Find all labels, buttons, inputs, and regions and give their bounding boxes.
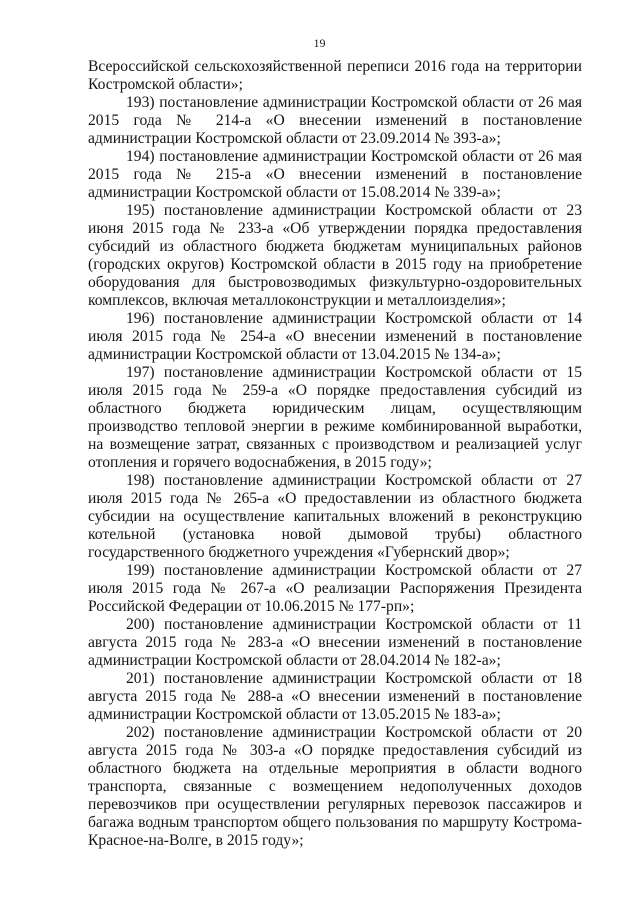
list-item-196: 196) постановление администрации Костромской области от 14 июля 2015 года № 254-а «О внесении изменений в постановление администрации Костромской области от 13.04.2015 № 134-а»; xyxy=(88,310,582,363)
list-item-199: 199) постановление администрации Костромской области от 27 июля 2015 года № 267-а «О реализации Распоряжения Президента Российской Федерации от 10.06.2015 № 177-рп»; xyxy=(88,562,582,615)
list-item-195: 195) постановление администрации Костромской области от 23 июня 2015 года № 233-а «Об утверждении порядка предоставления субсидий из областного бюджета бюджетам муниципальных районов (городских округов) Костромской области в 2015 году на приобретение оборудования для быстровозводимых физкультурно-оздоровительных комплексов, включая металлоконструкции и металлоизделия»; xyxy=(88,202,582,309)
list-item-202: 202) постановление администрации Костромской области от 20 августа 2015 года № 303-а «О порядке предоставления субсидий из областного бюджета на отдельные мероприятия в области водного транспорта, связанные с возмещением недополученных доходов перевозчиков при осуществлении регулярных перевозок пассажиров и багажа водным транспортом общего пользования по маршруту Кострома-Красное-на-Волге, в 2015 году»; xyxy=(88,724,582,849)
document-body xyxy=(88,58,582,850)
page-number: 19 xyxy=(313,36,326,50)
list-item-194: 194) постановление администрации Костромской области от 26 мая 2015 года № 215-а «О внесении изменений в постановление администрации Костромской области от 15.08.2014 № 339-а»; xyxy=(88,148,582,201)
list-item-197: 197) постановление администрации Костромской области от 15 июля 2015 года № 259-а «О порядке предоставления субсидий из областного бюджета юридическим лицам, осуществляющим производство тепловой энергии в режиме комбинированной выработки, на возмещение затрат, связанных с производством и реализацией услуг отопления и горячего водоснабжения, в 2015 году»; xyxy=(88,364,582,471)
list-item-200: 200) постановление администрации Костромской области от 11 августа 2015 года № 283-а «О внесении изменений в постановление администрации Костромской области от 28.04.2014 № 182-а»; xyxy=(88,616,582,669)
paragraph-continuation: Всероссийской сельскохозяйственной переписи 2016 года на территории Костромской области»; xyxy=(88,58,582,93)
list-item-198: 198) постановление администрации Костромской области от 27 июля 2015 года № 265-а «О предоставлении из областного бюджета субсидии на осуществление капитальных вложений в реконструкцию котельной (установка новой дымовой трубы) областного государственного бюджетного учреждения «Губернский двор»; xyxy=(88,472,582,561)
list-item-193: 193) постановление администрации Костромской области от 26 мая 2015 года № 214-а «О внесении изменений в постановление администрации Костромской области от 23.09.2014 № 393-а»; xyxy=(88,94,582,147)
list-item-201: 201) постановление администрации Костромской области от 18 августа 2015 года № 288-а «О внесении изменений в постановление администрации Костромской области от 13.05.2015 № 183-а»; xyxy=(88,670,582,723)
